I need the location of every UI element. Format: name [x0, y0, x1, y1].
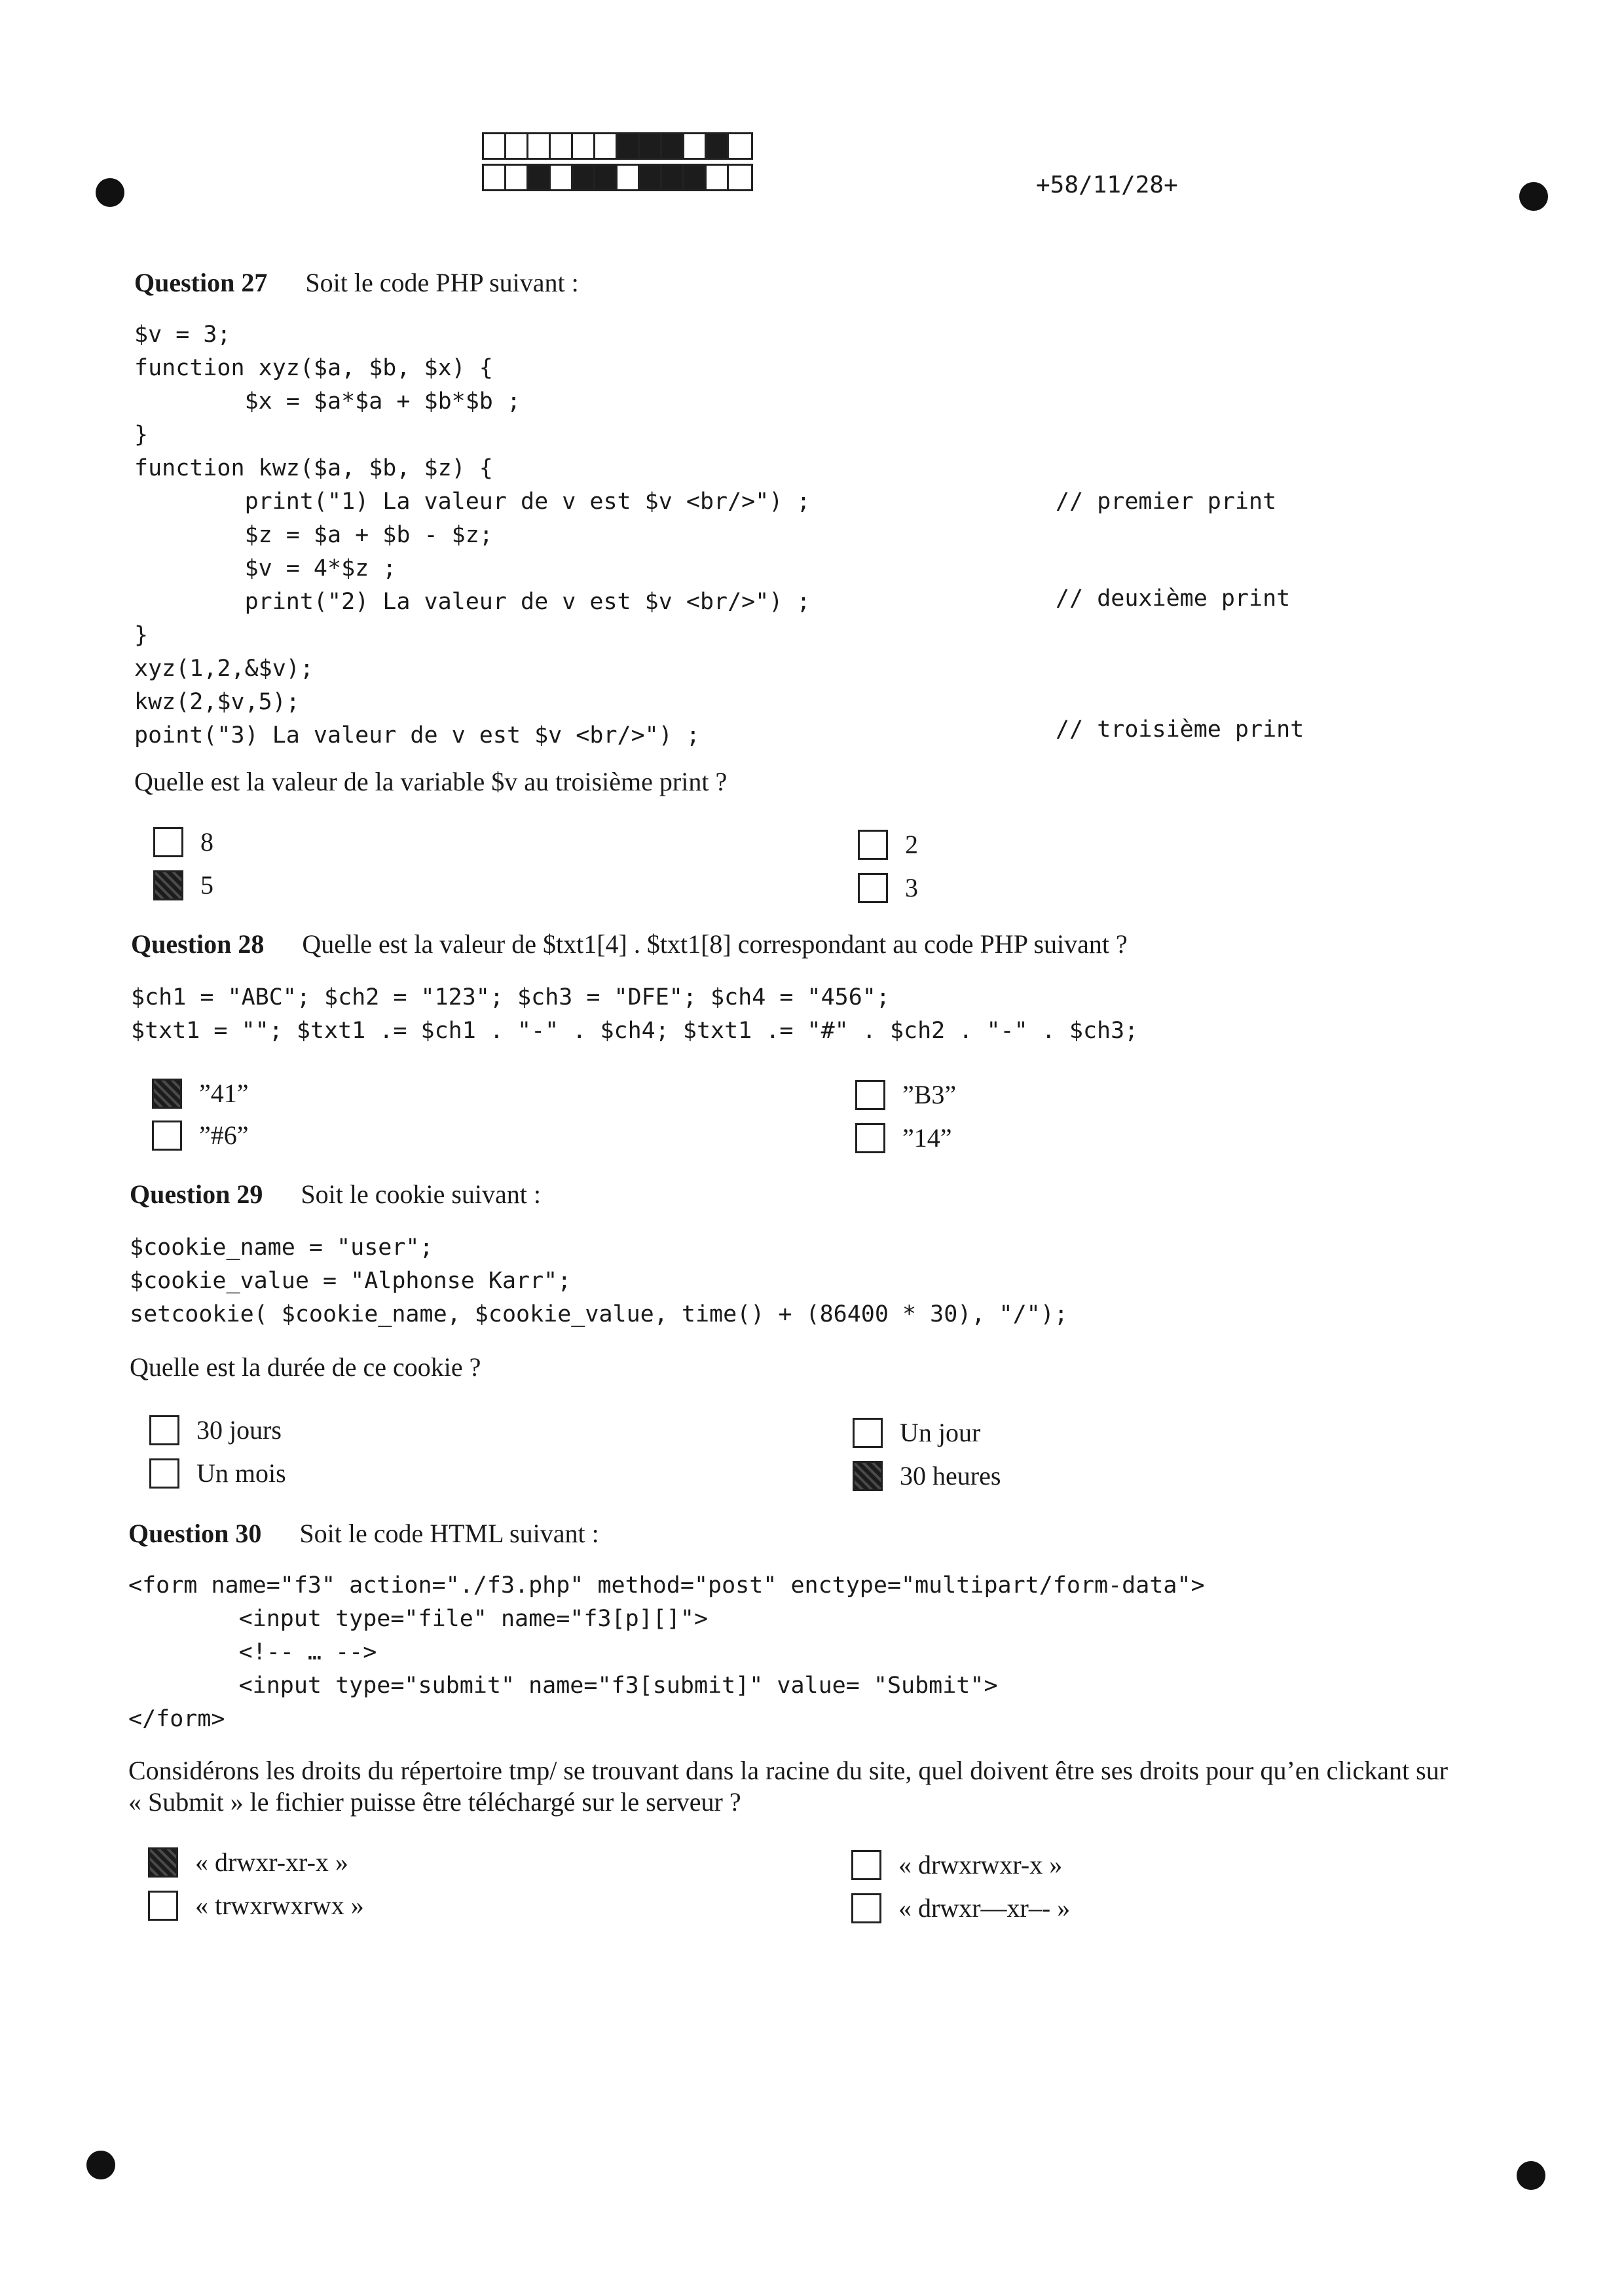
barcode-cell	[618, 134, 640, 158]
checkbox[interactable]	[149, 1415, 179, 1445]
question-title: Soit le code PHP suivant :	[305, 268, 579, 297]
answer-label: 5	[200, 870, 213, 900]
q30-answer-3[interactable]	[851, 1849, 1062, 1880]
question-number: Question 29	[130, 1179, 263, 1209]
registration-mark-bottom-left	[86, 2151, 115, 2179]
q30-answer-4[interactable]	[851, 1893, 1070, 1923]
registration-mark-bottom-right	[1517, 2161, 1545, 2190]
barcode-cell	[506, 166, 528, 189]
q30-answer-1[interactable]	[148, 1847, 348, 1878]
q28-answer-1[interactable]	[152, 1078, 249, 1109]
answer-label: Un mois	[196, 1458, 286, 1488]
q27-comment-1: // premier print	[1056, 489, 1277, 515]
q30-answer-2[interactable]	[148, 1890, 364, 1921]
question-title: Soit le cookie suivant :	[301, 1179, 541, 1209]
answer-label: 8	[200, 827, 213, 857]
question-30-heading	[128, 1518, 599, 1549]
barcode-cell	[684, 166, 707, 189]
answer-label: « drwxrwxr-x »	[898, 1850, 1063, 1879]
q27-answer-3[interactable]	[858, 829, 918, 860]
barcode-row-2	[482, 164, 753, 191]
question-29-heading	[130, 1179, 541, 1210]
q28-code-block: $ch1 = "ABC"; $ch2 = "123"; $ch3 = "DFE"; $ch4 = "456"; $txt1 = ""; $txt1 .= $ch1 . "-" . $ch4; $txt1 .= "#" . $ch2 . "-" . $ch3;	[131, 984, 1139, 1044]
q29-answer-1[interactable]	[149, 1415, 282, 1445]
barcode-cell	[573, 134, 595, 158]
q28-answer-3[interactable]	[855, 1079, 956, 1110]
question-number: Question 27	[134, 268, 268, 297]
checkbox[interactable]	[855, 1123, 885, 1153]
answer-label: 3	[905, 873, 918, 902]
registration-mark-top-left	[96, 178, 124, 207]
barcode-cell	[707, 166, 729, 189]
checkbox[interactable]	[853, 1461, 883, 1491]
question-27-heading	[134, 267, 579, 298]
answer-label: ”B3”	[902, 1080, 957, 1109]
q28-answer-4[interactable]	[855, 1122, 952, 1153]
q27-code-block: $v = 3; function xyz($a, $b, $x) { $x = $a*$a + $b*$b ; } function kwz($a, $b, $z) { print("1) La valeur de v est $v <br/>") ; $z = $a + $b - $z; $v = 4*$z ; print("2) La valeur de v est $v <br/>") ; } xyz(1,2,&$v); kwz(2,$v,5); point("3) La valeur de v est $v <br/>") ;	[134, 322, 811, 749]
q27-answer-4[interactable]	[858, 872, 918, 903]
answer-label: « trwxrwxrwx »	[195, 1891, 364, 1920]
question-title: Quelle est la valeur de $txt1[4] . $txt1[8] correspondant au code PHP suivant ?	[302, 929, 1128, 959]
q29-answer-4[interactable]	[853, 1460, 1001, 1491]
barcode-cell	[528, 134, 551, 158]
answer-label: ”#6”	[199, 1120, 249, 1150]
barcode-cell	[595, 134, 618, 158]
barcode-cell	[707, 134, 729, 158]
answer-label: ”14”	[902, 1123, 952, 1153]
checkbox[interactable]	[153, 827, 183, 857]
registration-mark-top-right	[1519, 182, 1548, 211]
q29-prompt: Quelle est la durée de ce cookie ?	[130, 1352, 481, 1382]
q27-answer-1[interactable]	[153, 826, 213, 857]
checkbox[interactable]	[152, 1120, 182, 1151]
q30-prompt-line-2: « Submit » le fichier puisse être téléchargé sur le serveur ?	[128, 1787, 741, 1817]
q30-prompt-line-1: Considérons les droits du répertoire tmp/ se trouvant dans la racine du site, quel doivent être ses droits pour qu’en clickant sur	[128, 1756, 1449, 1785]
answer-label: 30 heures	[900, 1461, 1001, 1491]
barcode-cell	[573, 166, 595, 189]
barcode-cell	[595, 166, 618, 189]
checkbox[interactable]	[148, 1891, 178, 1921]
barcode-cell	[528, 166, 551, 189]
checkbox[interactable]	[851, 1893, 881, 1923]
answer-label: « drwxr—xr–- »	[898, 1893, 1071, 1923]
barcode-cell	[729, 166, 751, 189]
q27-prompt: Quelle est la valeur de la variable $v au troisième print ?	[134, 767, 728, 796]
q27-answer-2[interactable]	[153, 870, 213, 900]
checkbox[interactable]	[858, 830, 888, 860]
barcode-cell	[662, 166, 684, 189]
barcode-cell	[684, 134, 707, 158]
question-number: Question 28	[131, 929, 265, 959]
page-id: +58/11/28+	[1036, 172, 1178, 198]
checkbox[interactable]	[855, 1080, 885, 1110]
answer-label: 2	[905, 830, 918, 859]
checkbox[interactable]	[148, 1847, 178, 1878]
barcode-cell	[640, 134, 662, 158]
checkbox[interactable]	[153, 870, 183, 900]
question-title: Soit le code HTML suivant :	[299, 1519, 599, 1548]
checkbox[interactable]	[152, 1079, 182, 1109]
checkbox[interactable]	[149, 1458, 179, 1489]
checkbox[interactable]	[853, 1418, 883, 1448]
barcode-cell	[640, 166, 662, 189]
question-28-heading	[131, 929, 1128, 959]
barcode-row-1	[482, 132, 753, 160]
q29-code-block: $cookie_name = "user"; $cookie_value = "Alphonse Karr"; setcookie( $cookie_name, $cookie_value, time() + (86400 * 30), "/");	[130, 1234, 1068, 1327]
q27-comment-3: // troisième print	[1056, 716, 1304, 743]
barcode-cell	[551, 134, 573, 158]
answer-label: « drwxr-xr-x »	[195, 1847, 348, 1877]
answer-label: ”41”	[199, 1079, 249, 1108]
barcode-cell	[618, 166, 640, 189]
q27-comment-2: // deuxième print	[1056, 585, 1291, 612]
q29-answer-3[interactable]	[853, 1417, 980, 1448]
answer-label: Un jour	[900, 1418, 981, 1447]
barcode-cell	[662, 134, 684, 158]
barcode-cell	[729, 134, 751, 158]
barcode-cell	[484, 166, 506, 189]
question-number: Question 30	[128, 1519, 262, 1548]
q28-answer-2[interactable]	[152, 1120, 249, 1151]
barcode-cell	[551, 166, 573, 189]
q29-answer-2[interactable]	[149, 1458, 286, 1489]
barcode-cell	[506, 134, 528, 158]
answer-label: 30 jours	[196, 1415, 282, 1445]
checkbox[interactable]	[851, 1850, 881, 1880]
barcode-cell	[484, 134, 506, 158]
q30-code-block: <form name="f3" action="./f3.php" method="post" enctype="multipart/form-data"> <input type="file" name="f3[p][]"> <!-- … --> <input type="submit" name="f3[submit]" value= "Submit"> </form>	[128, 1572, 1205, 1732]
checkbox[interactable]	[858, 873, 888, 903]
